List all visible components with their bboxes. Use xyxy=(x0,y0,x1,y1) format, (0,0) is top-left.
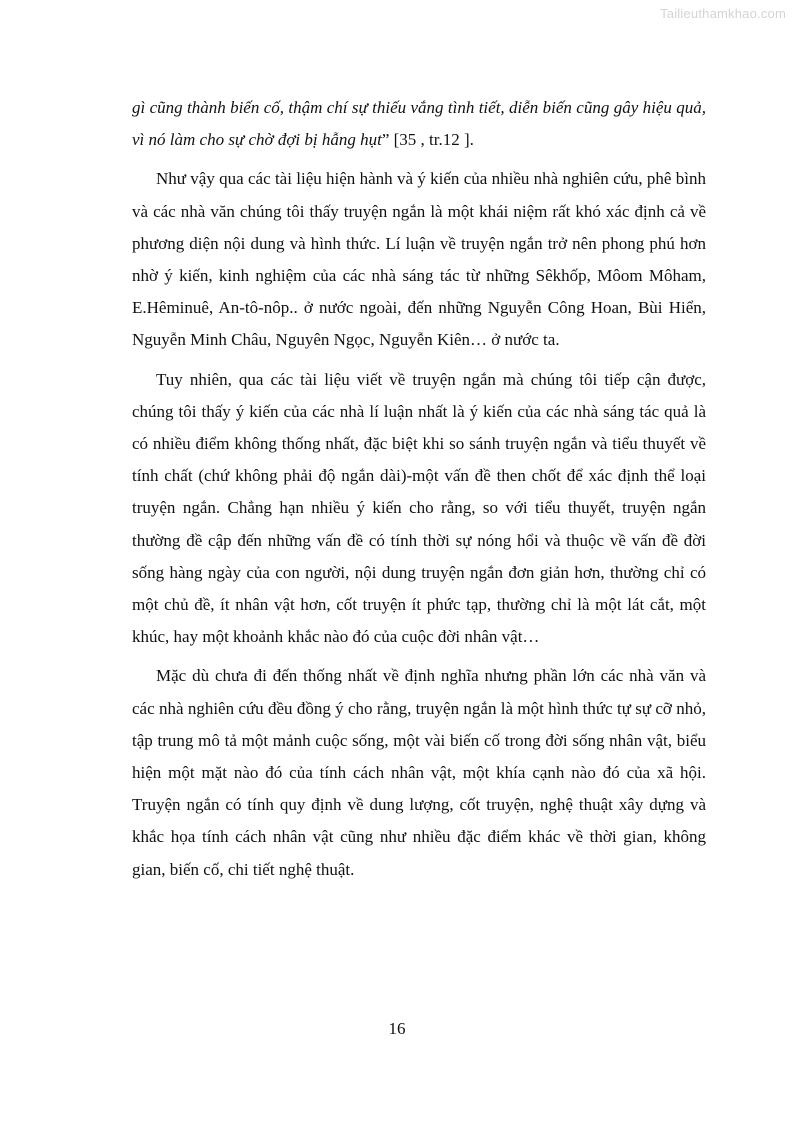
watermark: Tailieuthamkhao.com xyxy=(660,6,786,21)
paragraph-1: Như vậy qua các tài liệu hiện hành và ý kiến của nhiều nhà nghiên cứu, phê bình và các nhà văn chúng tôi thấy truyện ngắn là một khái niệm rất khó xác định cả về phương diện nội dung và hình thức. Lí luận về truyện ngắn trở nên phong phú hơn nhờ ý kiến, kinh nghiệm của các nhà sáng tác từ những Sêkhốp, Môom Môham, E.Hêminuê, An-tô-nôp.. ở nước ngoài, đến những Nguyễn Công Hoan, Bùi Hiển, Nguyễn Minh Châu, Nguyên Ngọc, Nguyễn Kiên… ở nước ta. xyxy=(132,169,706,350)
page-number: 16 xyxy=(388,1019,406,1038)
citation: ” [35 , tr.12 ]. xyxy=(381,130,474,150)
italic-quote: gì cũng thành biến cố, thậm chí sự thiếu vắng tình tiết, diễn biến cũng gây hiệu quả, vì nó làm cho sự chờ đợi bị hẫng hụt xyxy=(132,98,706,150)
paragraph-3: Mặc dù chưa đi đến thống nhất về định nghĩa nhưng phần lớn các nhà văn và các nhà nghiên cứu đều đồng ý cho rằng, truyện ngắn là một hình thức tự sự cỡ nhỏ, tập trung mô tả một mảnh cuộc sống, một vài biến cố trong đời sống nhân vật, biểu hiện một mặt nào đó của tính cách nhân vật, một khía cạnh nào đó của xã hội. Truyện ngắn có tính quy định về dung lượng, cốt truyện, nghệ thuật xây dựng và khắc họa tính cách nhân vật cũng như nhiều đặc điểm khác về thời gian, không gian, biến cố, chi tiết nghệ thuật. xyxy=(132,666,706,879)
paragraph-quote-continuation xyxy=(132,92,706,156)
paragraph-2: Tuy nhiên, qua các tài liệu viết về truyện ngắn mà chúng tôi tiếp cận được, chúng tôi thấy ý kiến của các nhà lí luận nhất là ý kiến của các nhà sáng tác quả là có nhiều điểm không thống nhất, đặc biệt khi so sánh truyện ngắn và tiểu thuyết về tính chất (chứ không phải độ ngắn dài)-một vấn đề then chốt để xác định thể loại truyện ngắn. Chẳng hạn nhiều ý kiến cho rằng, so với tiểu thuyết, truyện ngắn thường đề cập đến những vấn đề có tính thời sự nóng hổi và thuộc về vấn đề đời sống hàng ngày của con người, nội dung truyện ngắn đơn giản hơn, thường chỉ có một chủ đề, ít nhân vật hơn, cốt truyện ít phức tạp, thường chỉ là một lát cắt, một khúc, hay một khoảnh khắc nào đó của cuộc đời nhân vật… xyxy=(132,369,706,647)
page-body xyxy=(132,92,706,893)
